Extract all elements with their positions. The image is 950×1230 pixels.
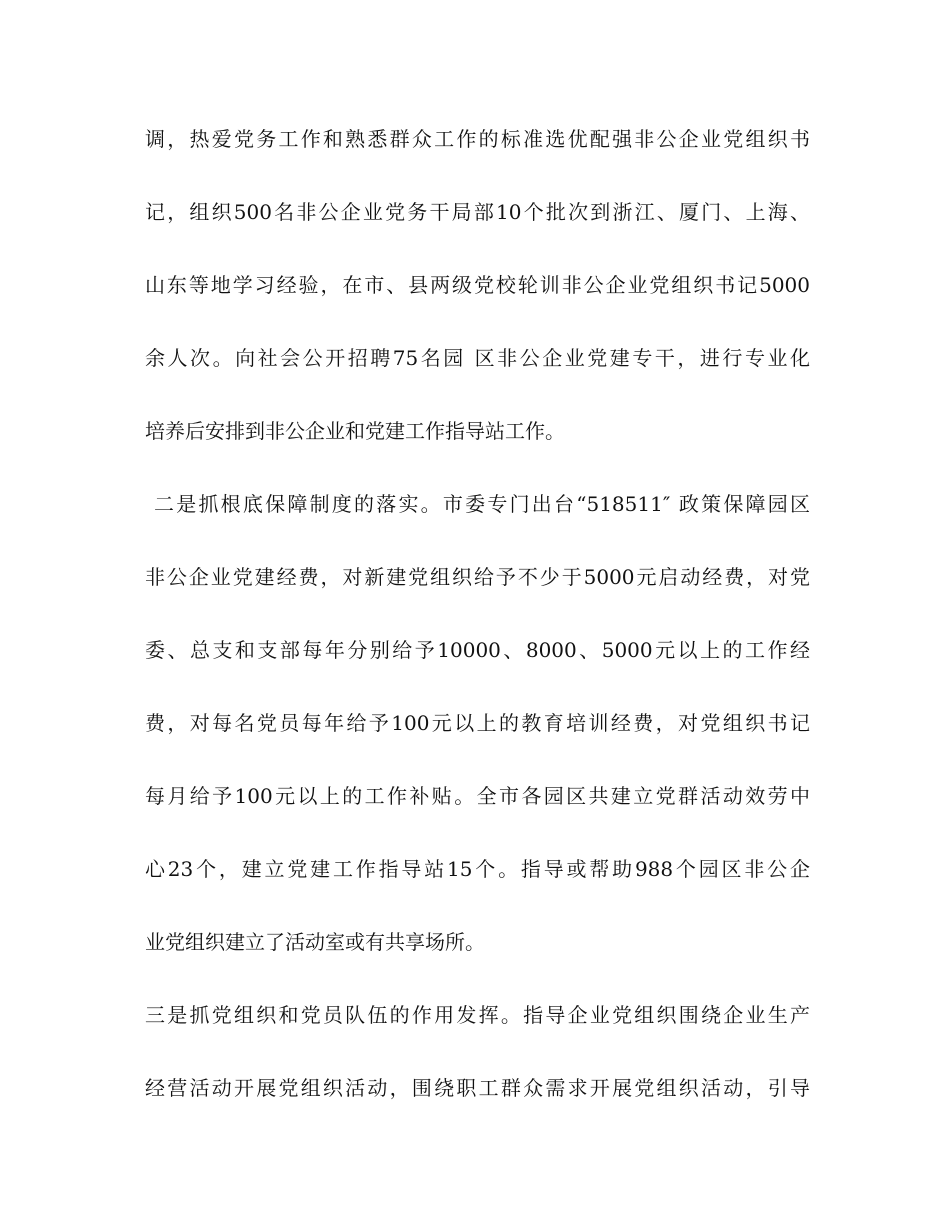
text-line-5: 培养后安排到非公企业和党建工作指导站工作。: [145, 419, 565, 443]
text-line-12: 业党组织建立了活动室或有共享场所。: [145, 930, 485, 954]
text-line-11: 心23个，建立党建工作指导站15个。指导或帮助988个园区非公企: [145, 857, 810, 881]
text-line-9: 费，对每名党员每年给予100元以上的教育培训经费，对党组织书记: [145, 711, 810, 735]
text-line-1: 调，热爱党务工作和熟悉群众工作的标准选优配强非公企业党组织书: [145, 127, 810, 151]
text-line-13: 三是抓党组织和党员队伍的作用发挥。指导企业党组织围绕企业生产: [145, 1003, 810, 1027]
body-text: [145, 118, 810, 1140]
text-line-10: 每月给予100元以上的工作补贴。全市各园区共建立党群活动效劳中: [145, 784, 810, 808]
text-line-8: 委、总支和支部每年分别给予10000、8000、5000元以上的工作经: [145, 638, 810, 662]
text-line-3: 山东等地学习经验，在市、县两级党校轮训非公企业党组织书记5000: [145, 273, 810, 297]
text-line-4: 余人次。向社会公开招聘75名园 区非公企业党建专干，进行专业化: [145, 346, 810, 370]
text-line-2: 记，组织500名非公企业党务干局部10个批次到浙江、厦门、上海、: [145, 200, 810, 224]
text-line-6: 二是抓根底保障制度的落实。市委专门出台“518511″ 政策保障园区: [154, 492, 810, 516]
text-line-7: 非公企业党建经费，对新建党组织给予不少于5000元启动经费，对党: [145, 565, 810, 589]
text-line-14: 经营活动开展党组织活动，围绕职工群众需求开展党组织活动，引导: [145, 1076, 810, 1100]
